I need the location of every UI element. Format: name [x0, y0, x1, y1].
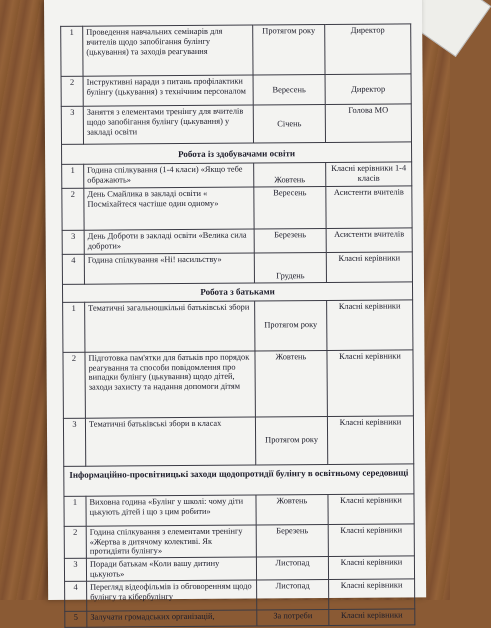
- responsible-cell: Класні керівники: [327, 416, 413, 465]
- section-title: Робота із здобувачами освіти: [62, 142, 412, 164]
- term-cell: Вересень: [254, 187, 326, 230]
- term-cell: Листопад: [257, 580, 329, 611]
- term-cell: За потреби: [257, 610, 329, 627]
- term-cell: Вересень: [253, 75, 325, 106]
- activity-cell: Залучати громадських організацій,: [87, 610, 257, 627]
- term-cell: Березень: [256, 524, 328, 557]
- term-cell: Листопад: [256, 557, 328, 580]
- term-cell: Протягом року: [255, 300, 327, 351]
- activity-cell: Година спілкування «Ні! насильству»: [84, 253, 254, 284]
- activity-cell: Проведення навчальних семінарів для вчителів щодо запобігання булінгу (цькування) та заходів реагування: [83, 25, 253, 76]
- row-number: 2: [63, 352, 85, 418]
- activity-cell: Година спілкування (1-4 класи) «Якщо тебе ображають»: [84, 163, 254, 188]
- activity-cell: Виховна година «Булінг у школі: чому діти цькують дітей і що з цим робити»: [86, 495, 256, 526]
- responsible-cell: Класні керівники: [328, 494, 414, 525]
- term-cell: Жовтень: [255, 350, 327, 417]
- document-page: [44, 0, 426, 622]
- term-cell: Жовтень: [256, 494, 328, 525]
- activity-cell: Тематичні загальношкільні батьківські збори: [85, 301, 255, 352]
- activity-cell: Заняття з елементами тренінгу для вчителів щодо запобігання булінгу (цькування) у закладі освіти: [83, 105, 253, 144]
- activity-cell: Година спілкування з елементами тренінгу «Жертва в дитячому колективі. Як протидіяти булінгу»: [86, 525, 256, 559]
- table-row: [61, 104, 411, 144]
- activity-cell: Поради батькам «Коли вашу дитину цькують»: [86, 557, 256, 581]
- responsible-cell: Класні керівники: [328, 556, 414, 579]
- responsible-cell: Асистенти вчителів: [326, 228, 412, 253]
- row-number: 1: [62, 164, 84, 188]
- row-number: 2: [61, 76, 83, 106]
- table-row: [65, 579, 415, 611]
- row-number: 1: [61, 26, 83, 76]
- section-title: Робота з батьками: [62, 282, 412, 302]
- table-row: [61, 74, 411, 106]
- table-row: [64, 494, 414, 526]
- responsible-cell: Голова МО: [325, 104, 411, 143]
- responsible-cell: Класні керівники 1-4 класів: [326, 162, 412, 187]
- activity-cell: Підготовка пам'ятки для батьків про порядок реагування та способи повідомлення про випадки булінгу (цькування) щодо дітей, заходи захисту та надання допомоги дітям: [85, 351, 255, 418]
- responsible-cell: Класні керівники: [326, 252, 412, 283]
- table-row: [61, 24, 411, 76]
- activity-cell: День Смайлика в закладі освіти « Посміхайтеся частіше один одному»: [84, 187, 254, 230]
- responsible-cell: Класні керівники: [329, 609, 415, 626]
- table-row: [64, 524, 414, 559]
- term-cell: Березень: [254, 229, 326, 254]
- activity-cell: Перегляд відеофільмів із обговоренням щодо булінгу та кібербулінгу: [87, 580, 257, 611]
- row-number: 4: [62, 254, 84, 284]
- plan-table: [60, 23, 415, 628]
- responsible-cell: Класні керівники: [327, 300, 413, 351]
- row-number: 5: [65, 611, 87, 627]
- table-row: [64, 556, 414, 581]
- row-number: 3: [62, 230, 84, 254]
- term-cell: Січень: [253, 105, 325, 144]
- responsible-cell: Директор: [325, 24, 411, 75]
- responsible-cell: Класні керівники: [327, 350, 413, 417]
- table-row: [62, 228, 412, 254]
- table-row: [63, 350, 413, 418]
- table-row: [62, 186, 412, 230]
- section-heading-information: [64, 464, 414, 496]
- row-number: 4: [65, 581, 87, 611]
- activity-cell: Тематичні батьківські збори в класах: [85, 417, 255, 466]
- term-cell: Протягом року: [255, 416, 327, 465]
- row-number: 1: [63, 302, 85, 352]
- activity-cell: Інструктивні наради з питань профілактики булінгу (цькування) з технічним персоналом: [83, 75, 253, 106]
- table-row: [65, 609, 415, 627]
- responsible-cell: Директор: [325, 74, 411, 105]
- responsible-cell: Класні керівники: [328, 524, 414, 557]
- row-number: 2: [62, 188, 84, 230]
- term-cell: Протягом року: [253, 25, 325, 76]
- term-cell: Жовтень: [254, 163, 326, 188]
- table-row: [62, 162, 412, 188]
- term-cell: Грудень: [254, 253, 326, 284]
- responsible-cell: Класні керівники: [329, 579, 415, 610]
- row-number: 2: [64, 526, 86, 559]
- row-number: 1: [64, 496, 86, 526]
- row-number: 3: [61, 106, 83, 144]
- responsible-cell: Асистенти вчителів: [326, 186, 412, 229]
- table-row: [63, 416, 413, 466]
- table-row: [63, 300, 413, 352]
- row-number: 3: [63, 418, 85, 466]
- section-title: Інформаційно-просвітницькі заходи щодопротидії булінгу в освітньому середовищі: [64, 464, 414, 496]
- row-number: 3: [64, 559, 86, 582]
- activity-cell: День Доброти в закладі освіти «Велика сила доброти»: [84, 229, 254, 254]
- section-heading-students: [62, 142, 412, 164]
- table-row: [62, 252, 412, 284]
